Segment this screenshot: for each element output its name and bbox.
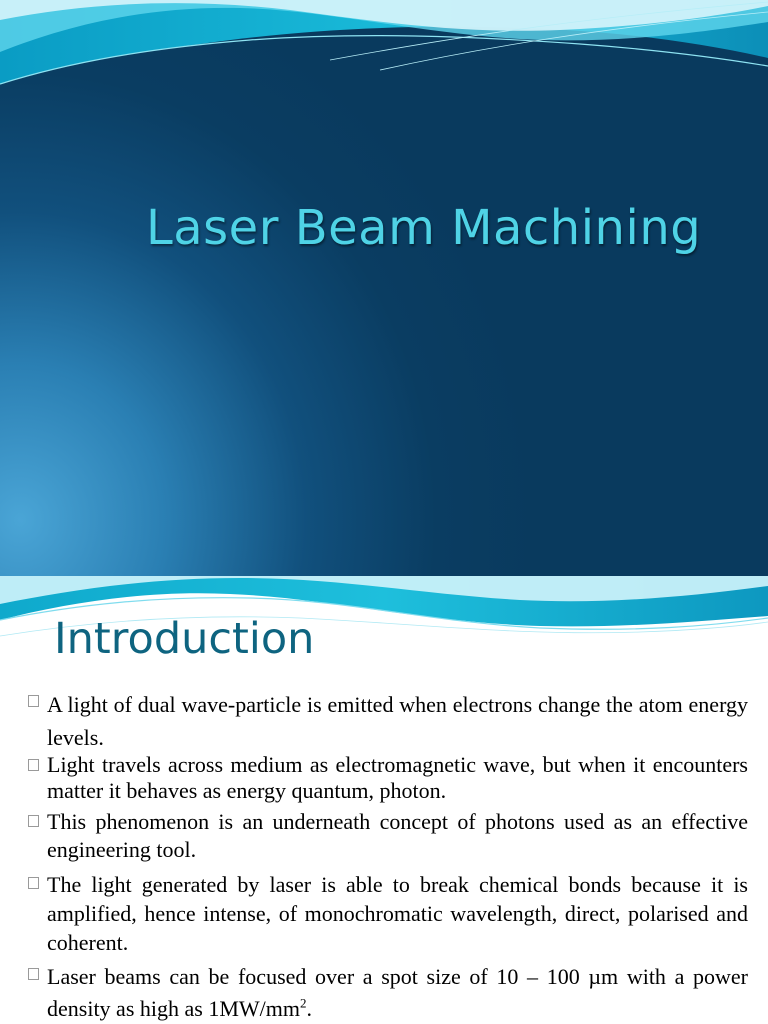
- slide-title: Laser Beam Machining: [146, 200, 702, 256]
- bullet-text: The light generated by laser is able to break chemical bonds because it is amplified, hence intense, of monochromatic wavelength, direct, polarised and coherent.: [47, 872, 748, 955]
- bullet-square-icon: [28, 815, 39, 827]
- list-item: [28, 870, 748, 957]
- bullet-square-icon: [28, 877, 39, 889]
- bullet-square-icon: [28, 759, 39, 771]
- slide-heading: Introduction: [54, 614, 315, 664]
- bullet-text-end: .: [306, 996, 312, 1021]
- list-item: [28, 688, 748, 754]
- bullet-text: [47, 961, 748, 1024]
- bullet-square-icon: [28, 968, 39, 980]
- bullet-text: A light of dual wave-particle is emitted when electrons change the atom energy levels.: [47, 692, 748, 750]
- bullet-list: [28, 688, 748, 1024]
- header-wave-decoration: [0, 0, 768, 110]
- list-item: [28, 961, 748, 1024]
- bullet-text-main: Laser beams can be focused over a spot size of 10 – 100 µm with a power density as high as 1MW/mm: [47, 964, 748, 1021]
- list-item: [28, 752, 748, 804]
- list-item: [28, 808, 748, 864]
- superscript: 2: [299, 995, 307, 1011]
- bullet-square-icon: [28, 695, 39, 707]
- bullet-text: This phenomenon is an underneath concept of photons used as an effective engineering tool.: [47, 809, 748, 862]
- content-slide: [0, 576, 768, 1024]
- bullet-text: Light travels across medium as electromagnetic wave, but when it encounters matter it behaves as energy quantum, photon.: [47, 752, 748, 803]
